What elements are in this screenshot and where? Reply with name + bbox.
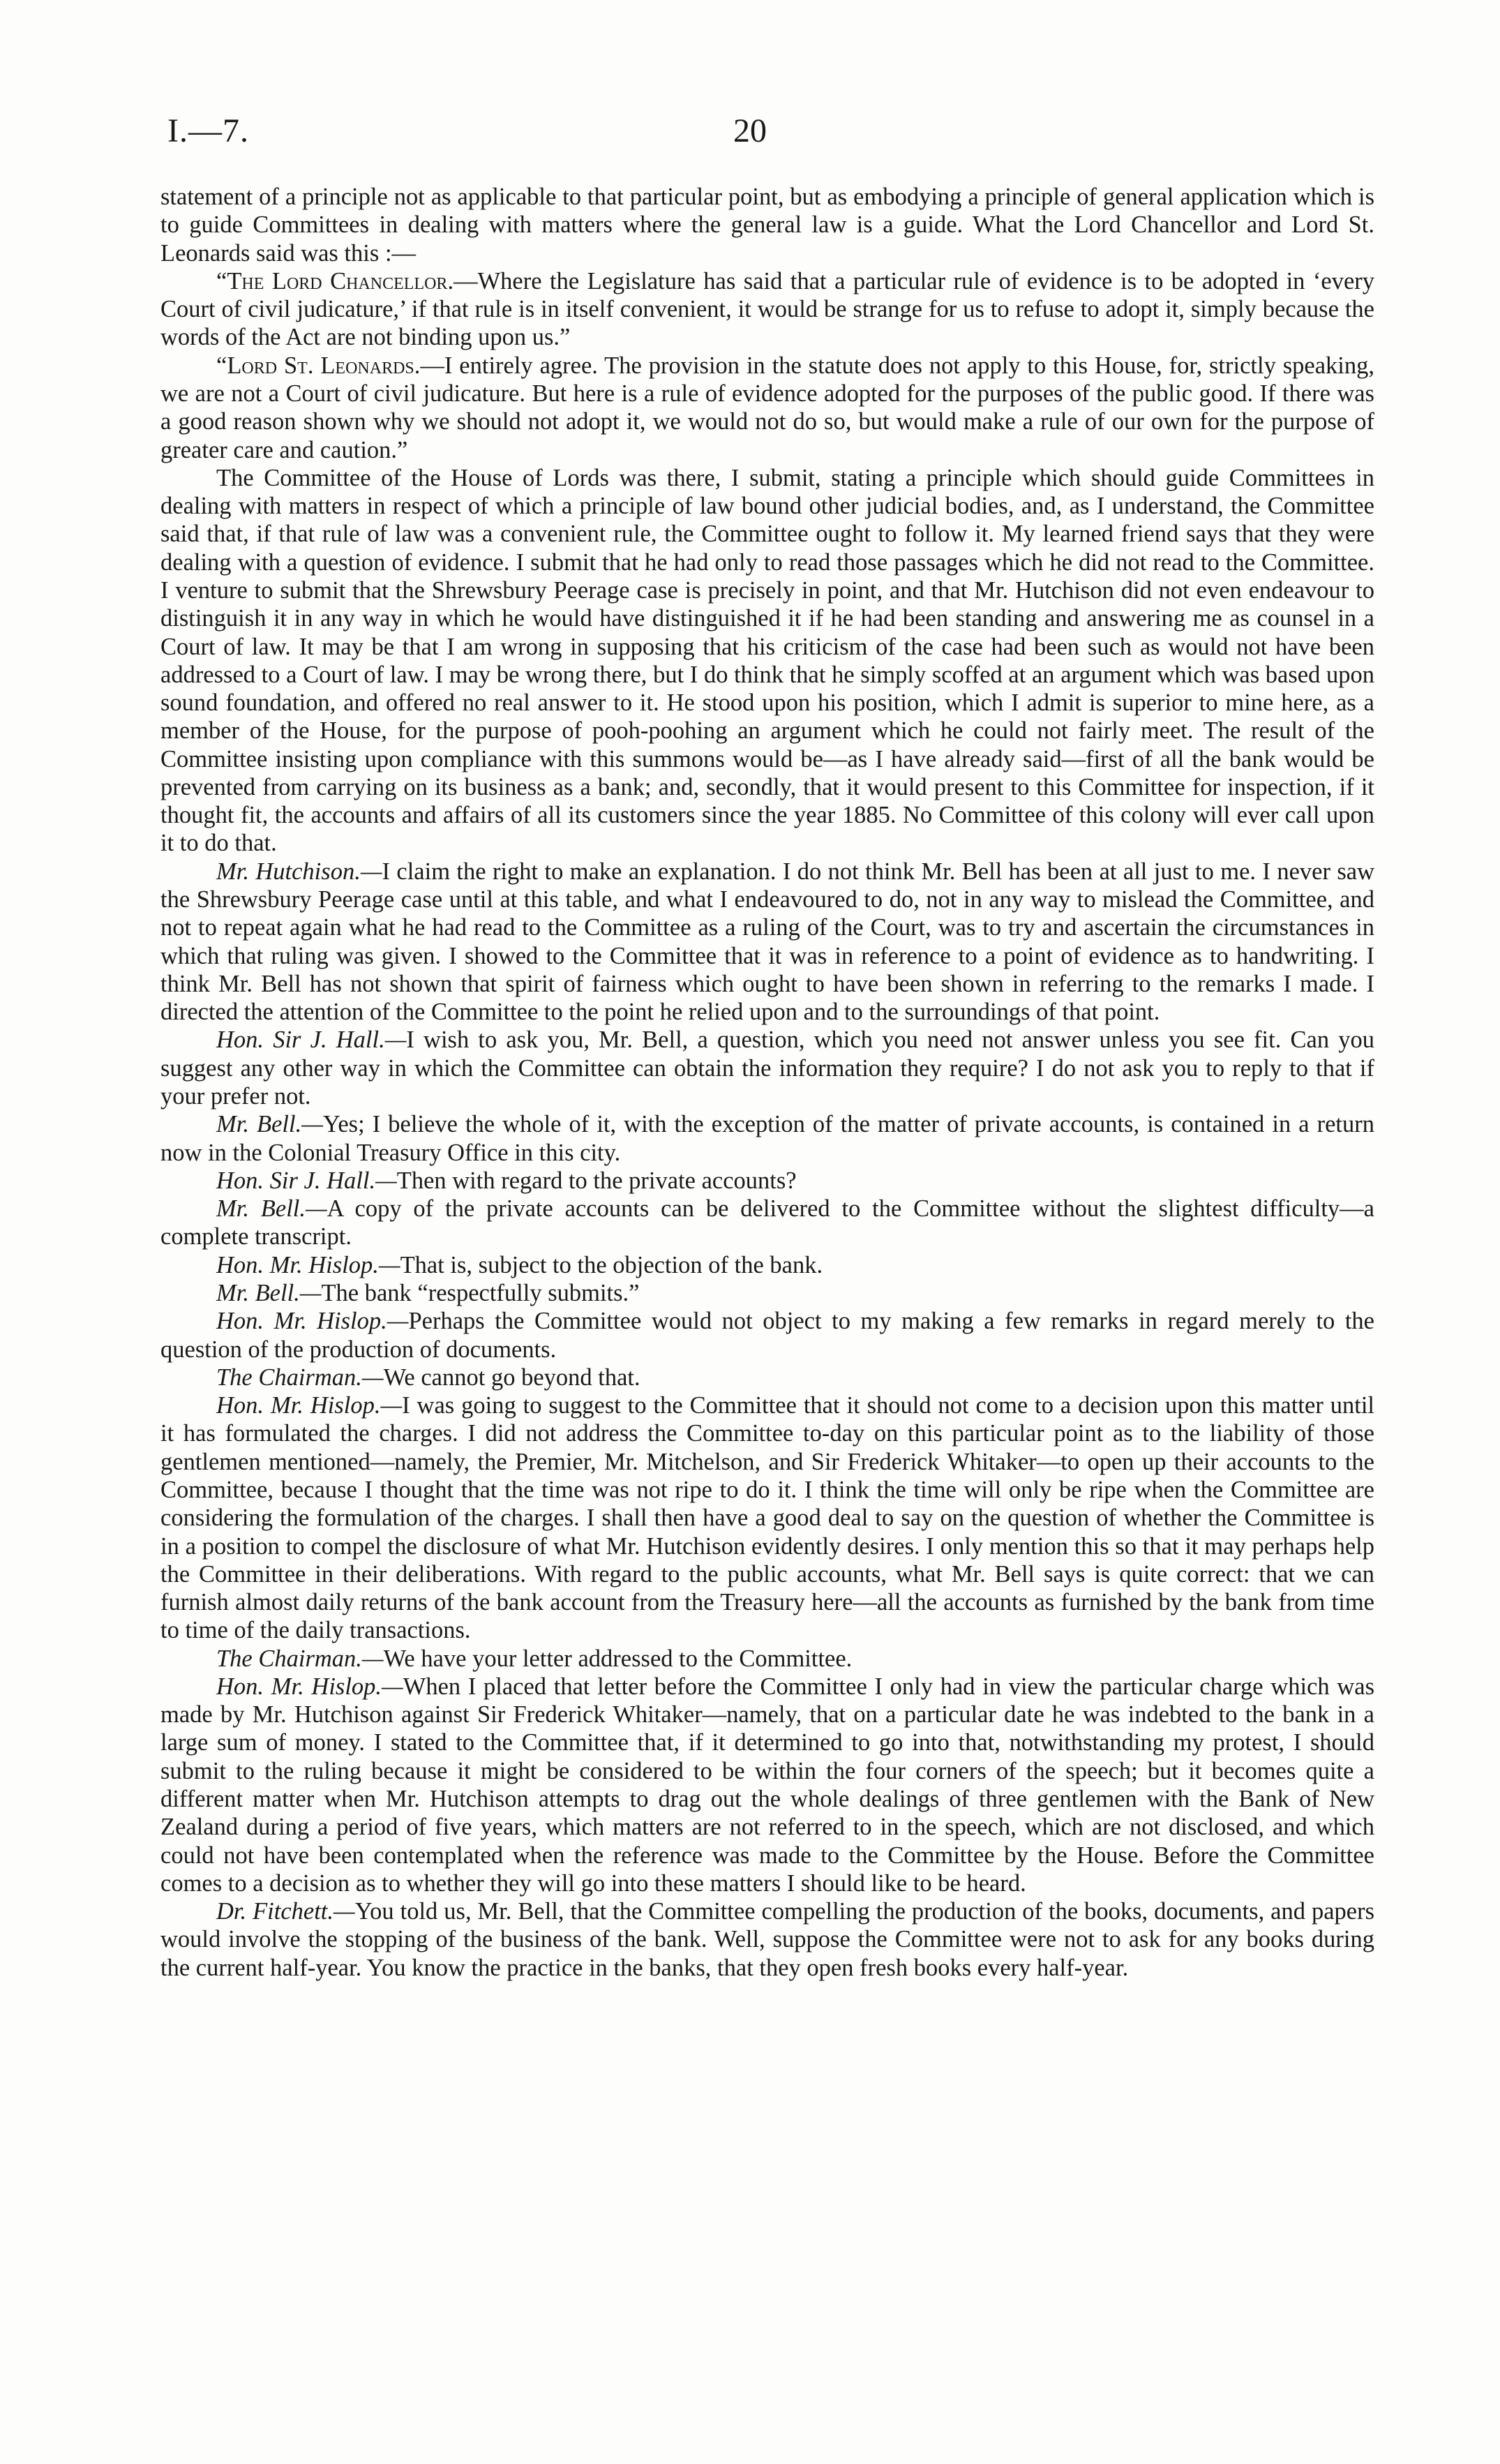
speaker-label: Mr. Bell.—: [216, 1195, 327, 1223]
speaker-label: Dr. Fitchett.—: [216, 1898, 355, 1925]
speaker-label: Mr. Hutchison.—: [216, 858, 382, 885]
speaker-label: Hon. Mr. Hislop.—: [216, 1308, 409, 1335]
paragraph-text: statement of a principle not as applicable to that particular point, but as embodying a principle of general application which is to guide Committees in dealing with matters where the general law is a guide. What the Lord Chancellor and Lord St. Leonards said was this :—: [160, 184, 1374, 267]
paragraph: [160, 1364, 1374, 1391]
speaker-label: Hon. Mr. Hislop.—: [216, 1673, 403, 1700]
paragraph-text: Where the Legislature has said that a particular rule of evidence is to be adopted in ‘every Court of civil judicature,’ if that rule is in itself convenient, it would be strange for us to refuse to adopt it, simply because the words of the Act are not binding upon us.”: [160, 267, 1374, 351]
speaker-label: Hon. Sir J. Hall.—: [216, 1026, 407, 1054]
paragraph-text: Perhaps the Committee would not object to my making a few remarks in regard merely to the question of the production of documents.: [160, 1308, 1374, 1363]
paragraph-text: Then with regard to the private accounts?: [396, 1167, 797, 1194]
paragraph: [160, 352, 1374, 464]
paragraph-text: When I placed that letter before the Committee I only had in view the particular charge which was made by Mr. Hutchison against Sir Frederick Whitaker—namely, that on a particular date he was indebted to the bank in a large sum of money. I stated to the Committee that, if it determined to go into that, notwithstanding my protest, I should submit to the ruling because it might be considered to be within the four corners of the speech; but it becomes quite a different matter when Mr. Hutchison attempts to drag out the whole dealings of three gentlemen with the Bank of New Zealand during a period of five years, which matters are not referred to in the speech, which are not disclosed, and which could not have been contemplated when the reference was made to the Committee by the House. Before the Committee comes to a decision as to whether they will go into these matters I should like to be heard.: [160, 1673, 1374, 1897]
speaker-label: “Lord St. Leonards.—: [216, 352, 444, 379]
speaker-label: The Chairman.—: [216, 1364, 384, 1391]
paragraph: [160, 1195, 1374, 1251]
paragraph-text: Yes; I believe the whole of it, with the exception of the matter of private accounts, is contained in a return now in the Colonial Treasury Office in this city.: [160, 1111, 1375, 1166]
speaker-label: Hon. Sir J. Hall.—: [216, 1167, 397, 1194]
page-number: 20: [733, 112, 767, 149]
paragraph: [160, 1307, 1374, 1364]
paragraph-text: The bank “respectfully submits.”: [321, 1279, 640, 1306]
paragraph: [160, 1391, 1374, 1645]
speaker-label: Hon. Mr. Hislop.—: [216, 1392, 403, 1419]
speaker-label: Mr. Bell.—: [216, 1279, 322, 1306]
paragraph: [160, 183, 1374, 267]
page-header: [0, 112, 1500, 160]
paragraph: [160, 267, 1374, 352]
paragraph-text: I wish to ask you, Mr. Bell, a question, which you need not answer unless you see fit. Can you suggest any other way in which the Committee can obtain the information they require? I do not ask you to reply to that if your prefer not.: [160, 1026, 1374, 1110]
speaker-label: The Chairman.—: [216, 1645, 384, 1672]
paragraph: [160, 1897, 1374, 1982]
paragraph: [160, 858, 1374, 1026]
paragraph: [160, 1110, 1374, 1167]
paper-reference: I.—7.: [167, 112, 249, 149]
paragraph: [160, 1167, 1374, 1195]
paragraph-text: We cannot go beyond that.: [383, 1364, 640, 1391]
paragraph-text: You told us, Mr. Bell, that the Committee compelling the production of the books, documents, and papers would involve the stopping of the business of the bank. Well, suppose the Committee were not to ask for any books during the current half-year. You know the practice in the banks, that they open fresh books every half-year.: [160, 1898, 1375, 1981]
paragraph: [160, 1279, 1374, 1307]
paragraph: [160, 1026, 1374, 1110]
paragraph: [160, 1645, 1374, 1673]
speaker-label: “The Lord Chancellor.—: [216, 267, 478, 294]
paragraph-text: I was going to suggest to the Committee that it should not come to a decision upon this matter until it has formulated the charges. I did not address the Committee to-day on this particular point as to the liability of those gentlemen mentioned—namely, the Premier, Mr. Mitchelson, and Sir Frederick Whitaker—to open up their accounts to the Committee, because I thought that the time was not ripe to do it. I think the time will only be ripe when the Committee are considering the formulation of the charges. I shall then have a good deal to say on the question of whether the Committee is in a position to compel the disclosure of what Mr. Hutchison evidently desires. I only mention this so that it may perhaps help the Committee in their deliberations. With regard to the public accounts, what Mr. Bell says is quite correct: that we can furnish almost daily returns of the bank account from the Treasury here—all the accounts as furnished by the bank from time to time of the daily transactions.: [160, 1392, 1374, 1644]
paragraph-text: A copy of the private accounts can be delivered to the Committee without the slightest difficulty—a complete transcript.: [160, 1195, 1374, 1250]
paragraph-text: The Committee of the House of Lords was there, I submit, stating a principle which should guide Committees in dealing with matters in respect of which a principle of law bound other judicial bodies, and, as I understand, the Committee said that, if that rule of law was a convenient rule, the Committee ought to follow it. My learned friend says that they were dealing with a question of evidence. I submit that he had only to read those passages which he did not read to the Committee. I venture to submit that the Shrewsbury Peerage case is precisely in point, and that Mr. Hutchison did not even endeavour to distinguish it in any way in which he would have distinguished it if he had been standing and answering me as counsel in a Court of law. It may be that I am wrong in supposing that his criticism of the case had been such as would not have been addressed to a Court of law. I may be wrong there, but I do think that he simply scoffed at an argument which was based upon sound foundation, and offered no real answer to it. He stood upon his position, which I admit is superior to mine here, as a member of the House, for the purpose of pooh-poohing an argument which he could not fairly meet. The result of the Committee insisting upon compliance with this summons would be—as I have already said—first of all the bank would be prevented from carrying on its business as a bank; and, secondly, that it would present to this Committee for inspection, if it thought fit, the accounts and affairs of all its customers since the year 1885. No Committee of this colony will ever call upon it to do that.: [160, 464, 1374, 857]
paragraph: [160, 1673, 1374, 1897]
paragraph-text: I entirely agree. The provision in the statute does not apply to this House, for, strictly speaking, we are not a Court of civil judicature. But here is a rule of evidence adopted for the purposes of the public good. If there was a good reason shown why we should not adopt it, we would not do so, but would make a rule of our own for the purpose of greater care and caution.”: [160, 352, 1374, 463]
paragraph-text: That is, subject to the objection of the bank.: [400, 1251, 823, 1278]
paragraph-text: We have your letter addressed to the Committee.: [383, 1645, 853, 1672]
paragraph-text: I claim the right to make an explanation. I do not think Mr. Bell has been at all just to me. I never saw the Shrewsbury Peerage case until at this table, and what I endeavoured to do, not in any way to mislead the Committee, and not to repeat again what he had read to the Committee as a ruling of the Court, was to try and ascertain the circumstances in which that ruling was given. I showed to the Committee that it was in reference to a point of evidence as to handwriting. I think Mr. Bell has not shown that spirit of fairness which ought to have been shown in referring to the remarks I made. I directed the attention of the Committee to the point he relied upon and to the surroundings of that point.: [160, 858, 1374, 1026]
paragraph: [160, 464, 1374, 858]
speaker-label: Mr. Bell.—: [216, 1111, 323, 1138]
paragraph: [160, 1251, 1374, 1279]
body-text: [160, 183, 1374, 1982]
speaker-label: Hon. Mr. Hislop.—: [216, 1251, 400, 1278]
